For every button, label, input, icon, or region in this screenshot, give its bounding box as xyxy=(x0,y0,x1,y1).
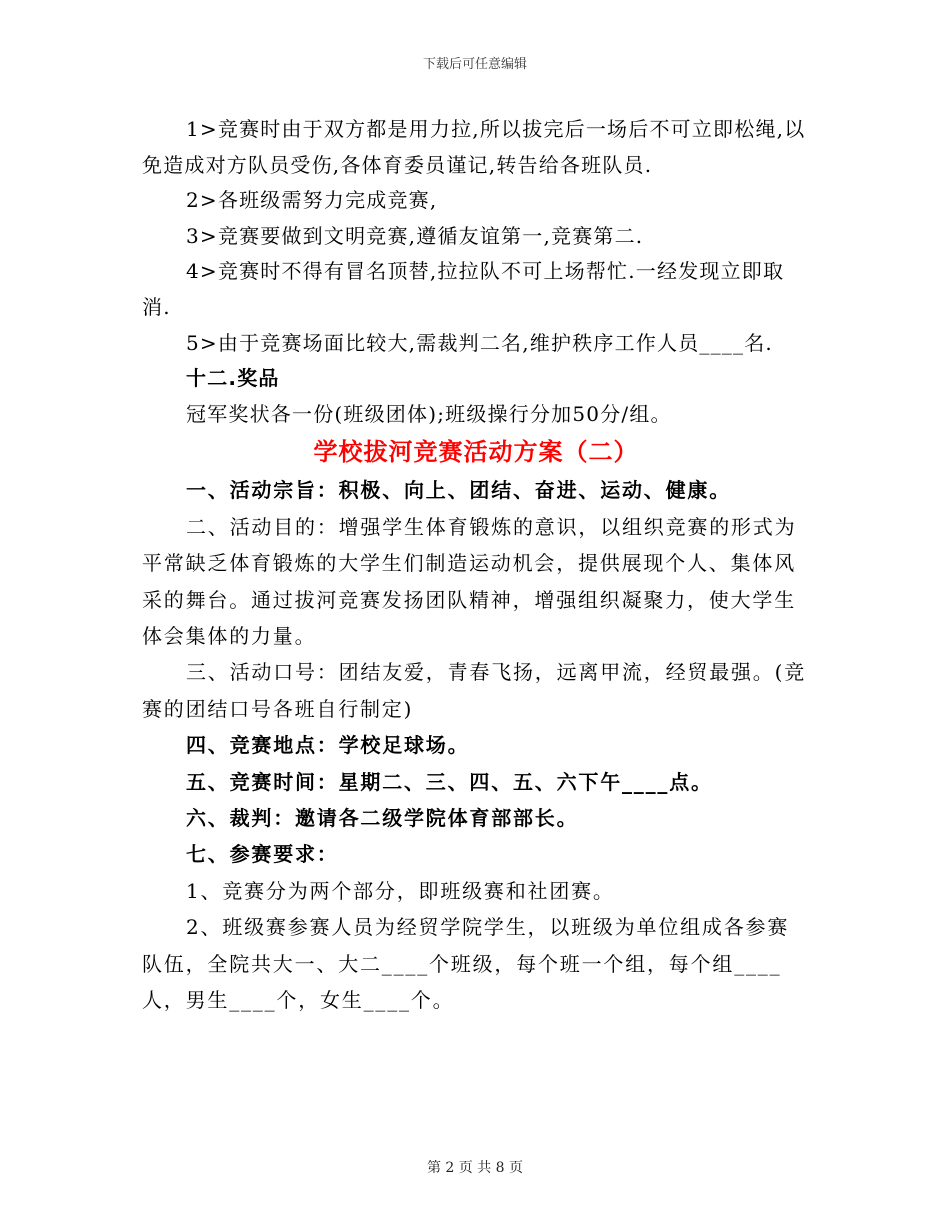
entry-requirements-heading: 七、参赛要求： xyxy=(186,842,339,867)
prize-heading: 十二.奖品 xyxy=(186,366,280,391)
activity-goal: 二、活动目的：增强学生体育锻炼的意识，以组织竞赛的形式为平常缺乏体育锻炼的大学生们制造运动机会，提供展现个人、集体风采的舞台。通过拔河竞赛发扬团队精神，增强组织凝聚力，使大学生体会集体的力量。 xyxy=(142,514,797,648)
activity-slogan: 三、活动口号：团结友爱，青春飞扬，远离甲流，经贸最强。(竞赛的团结口号各班自行制定) xyxy=(142,660,807,721)
document-body xyxy=(142,112,810,1018)
competition-venue: 四、竞赛地点：学校足球场。 xyxy=(186,733,470,758)
rule-paragraph-4: 4>竞赛时不得有冒名顶替,拉拉队不可上场帮忙.一经发现立即取消. xyxy=(142,259,785,319)
rule-paragraph-1: 1>竞赛时由于双方都是用力拉,所以拔完后一场后不可立即松绳,以免造成对方队员受伤,各体育委员谨记,转告给各班队员. xyxy=(142,117,806,177)
header-note: 下载后可任意编辑 xyxy=(422,57,527,72)
rule-paragraph-5: 5>由于竞赛场面比较大,需裁判二名,维护秩序工作人员____名. xyxy=(186,330,773,355)
page-number: 第 2 页 共 8 页 xyxy=(426,1160,524,1176)
section-plan xyxy=(142,472,810,1018)
requirement-2: 2、班级赛参赛人员为经贸学院学生，以班级为单位组成各参赛队伍，全院共大一、大二____个班级，每个班一个组，每个组____人，男生____个，女生____个。 xyxy=(142,915,790,1013)
activity-purpose: 一、活动宗旨：积极、向上、团结、奋进、运动、健康。 xyxy=(186,478,731,503)
rule-paragraph-2: 2>各班级需努力完成竞赛, xyxy=(186,188,438,213)
plan-title: 学校拔河竞赛活动方案（二） xyxy=(313,438,639,467)
rule-paragraph-3: 3>竞赛要做到文明竞赛,遵循友谊第一,竞赛第二. xyxy=(186,223,644,248)
section-rules xyxy=(142,112,810,432)
competition-time: 五、竞赛时间：星期二、三、四、五、六下午____点。 xyxy=(186,769,713,794)
requirement-1: 1、竞赛分为两个部分，即班级赛和社团赛。 xyxy=(186,878,615,903)
referee-info: 六、裁判：邀请各二级学院体育部部长。 xyxy=(186,806,579,830)
prize-text: 冠军奖状各一份(班级团体);班级操行分加50分/组。 xyxy=(186,401,672,426)
